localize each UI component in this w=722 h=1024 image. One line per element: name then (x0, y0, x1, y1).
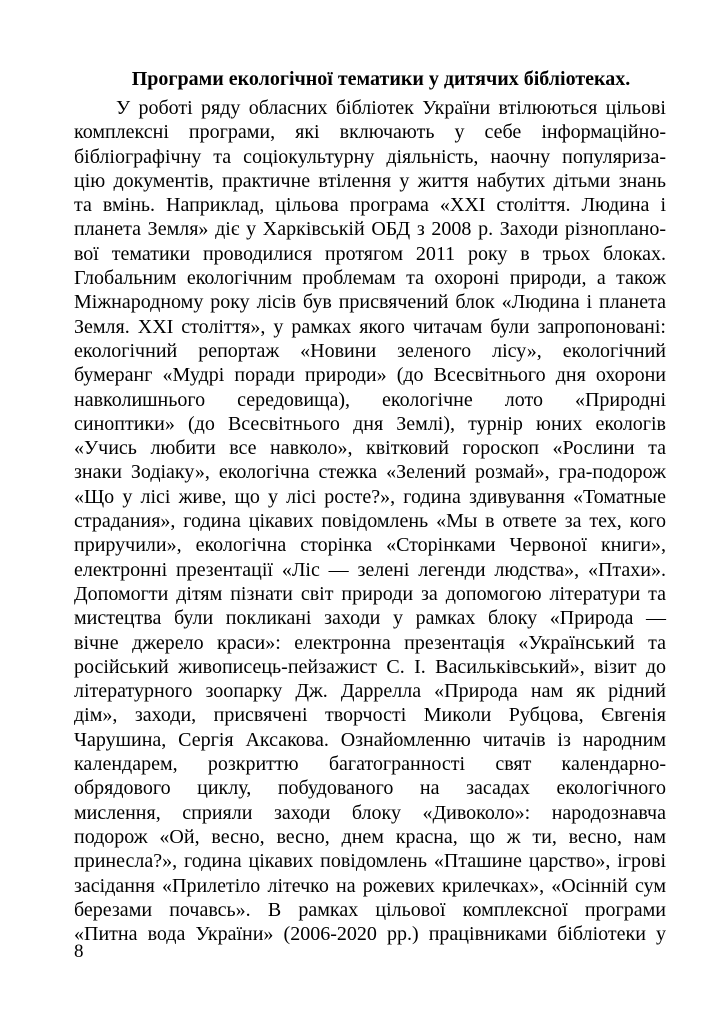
text-line: обрядового циклу, побудованого на засадах екологічного (74, 777, 666, 800)
text-line: У роботі ряду обласних бібліотек України втілюються цільові (116, 97, 666, 119)
text-line: планета Земля» діє у Харківській ОБД з 2008 р. Заходи різноплано- (74, 218, 666, 241)
text-line: принесла?», година цікавих повідомлень «Пташине царство», ігрові (74, 850, 666, 873)
text-line: електронні презентації «Ліс — зелені легенди людства», «Птахи». (74, 558, 666, 581)
text-line: вічне джерело краси»: електронна презентація «Український та (74, 631, 666, 654)
text-line: Чарушина, Сергія Аксакова. Ознайомленню читачів із народним (74, 728, 666, 751)
text-line: російський живописець-пейзажист С. І. Васильківський», візит до (74, 655, 666, 678)
text-line: березами почавсь». В рамках цільової комплексної програми (74, 898, 666, 921)
text-line: бібліографічну та соціокультурну діяльність, наочну популяриза- (74, 145, 666, 168)
text-line: знаки Зодіаку», екологічна стежка «Зелений розмай», гра-подорож (74, 461, 666, 484)
text-line: Земля. XXI століття», у рамках якого читачам були запропоновані: (74, 315, 666, 338)
text-line: комплексні програми, які включають у себе інформаційно- (74, 121, 666, 144)
text-line: екологічний репортаж «Новини зеленого лісу», екологічний (74, 339, 666, 362)
text-line: «Учись любити все навколо», квітковий гороскоп «Рослини та (74, 437, 666, 460)
text-line: Допомогти дітям пізнати світ природи за допомогою літератури та (74, 582, 666, 605)
text-line: дім», заходи, присвячені творчості Миколи Рубцова, Євгенія (74, 704, 666, 727)
text-line: Глобальним екологічним проблемам та охороні природи, а також (74, 267, 666, 290)
text-line: вої тематики проводилися протягом 2011 року в трьох блоках. (74, 242, 666, 265)
text-line: мистецтва були покликані заходи у рамках блоку «Природа — (74, 607, 666, 630)
text-line: навколишнього середовища), екологічне лото «Природні (74, 388, 666, 411)
text-line: та вмінь. Наприклад, цільова програма «XXI століття. Людина і (74, 194, 666, 217)
page-number: 8 (74, 941, 84, 962)
text-line: «Що у лісі живе, що у лісі росте?», година здивування «Томатные (74, 485, 666, 508)
text-line: календарем, розкриттю багатогранності свят календарно- (74, 753, 666, 776)
text-line: мислення, сприяли заходи блоку «Дивоколо»: народознавча (74, 801, 666, 824)
text-line: цію документів, практичне втілення у життя набутих дітьми знань (74, 169, 666, 192)
text-line: синоптики» (до Всесвітнього дня Землі), турнір юних екологів (74, 412, 666, 435)
text-line: «Питна вода України» (2006-2020 рр.) працівниками бібліотеки у (74, 923, 666, 946)
text-line: засідання «Прилетіло літечко на рожевих крилечках», «Осінній сум (74, 874, 666, 897)
section-heading: Програми екологічної тематики у дитячих бібліотеках. (131, 68, 631, 90)
body-paragraph (74, 96, 666, 946)
text-line: Міжнародному року лісів був присвячений блок «Людина і планета (74, 291, 666, 314)
text-line: літературного зоопарку Дж. Даррелла «Природа нам як рідний (74, 680, 666, 703)
text-line: приручили», екологічна сторінка «Сторінками Червоної книги», (74, 534, 666, 557)
text-line: подорож «Ой, весно, весно, днем красна, що ж ти, весно, нам (74, 825, 666, 848)
text-line: бумеранг «Мудрі поради природи» (до Всесвітнього дня охорони (74, 364, 666, 387)
text-line: страдания», година цікавих повідомлень «Мы в ответе за тех, кого (74, 510, 666, 533)
